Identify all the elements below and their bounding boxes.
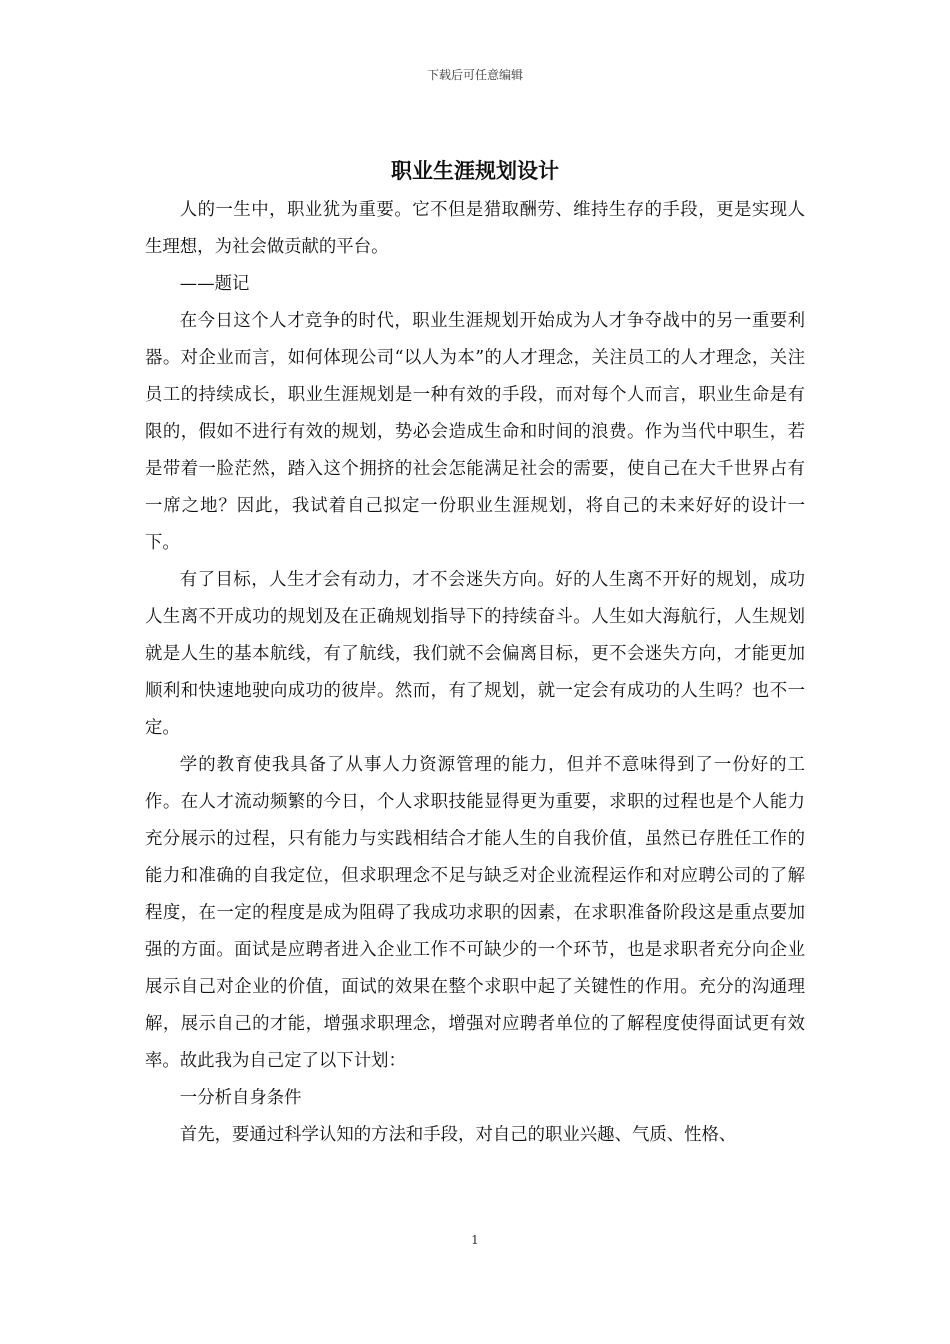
paragraph-goals: 有了目标，人生才会有动力，才不会迷失方向。好的人生离不开好的规划，成功人生离不开成功的规划及在正确规划指导下的持续奋斗。人生如大海航行，人生规划就是人生的基本航线，有了航线，我们就不会偏离目标，更不会迷失方向，才能更加顺利和快速地驶向成功的彼岸。然而，有了规划，就一定会有成功的人生吗？也不一定。 xyxy=(145,570,805,738)
page-number: 1 xyxy=(471,1233,479,1247)
paragraph-background: 在今日这个人才竞争的时代，职业生涯规划开始成为人才争夺战中的另一重要利器。对企业而言，如何体现公司“以人为本”的人才理念，关注员工的人才理念，关注员工的持续成长，职业生涯规划是一种有效的手段，而对每个人而言，职业生命是有限的，假如不进行有效的规划，势必会造成生命和时间的浪费。作为当代中职生，若是带着一脸茫然，踏入这个拥挤的社会怎能满足社会的需要，使自己在大千世界占有一席之地？因此，我试着自己拟定一份职业生涯规划，将自己的未来好好的设计一下。 xyxy=(145,311,805,553)
paragraph-epigraph-signature: ——题记 xyxy=(179,274,250,294)
document-body xyxy=(145,150,805,1154)
section-heading-self-analysis: 一分析自身条件 xyxy=(179,1088,302,1108)
header-note: 下载后可任意编辑 xyxy=(426,68,523,82)
paragraph-self-analysis: 首先，要通过科学认知的方法和手段，对自己的职业兴趣、气质、性格、 xyxy=(179,1125,737,1145)
paragraph-education: 学的教育使我具备了从事人力资源管理的能力，但并不意味得到了一份好的工作。在人才流动频繁的今日，个人求职技能显得更为重要，求职的过程也是个人能力充分展示的过程，只有能力与实践相结合才能人生的自我价值，虽然已存胜任工作的能力和准确的自我定位，但求职理念不足与缺乏对企业流程运作和对应聘公司的了解程度，在一定的程度是成为阻碍了我成功求职的因素，在求职准备阶段这是重点要加强的方面。面试是应聘者进入企业工作不可缺少的一个环节，也是求职者充分向企业展示自己对企业的价值，面试的效果在整个求职中起了关键性的作用。充分的沟通理解，展示自己的才能，增强求职理念，增强对应聘者单位的了解程度使得面试更有效率。故此我为自己定了以下计划： xyxy=(145,755,805,1071)
document-title: 职业生涯规划设计 xyxy=(391,159,559,183)
paragraph-intro: 人的一生中，职业犹为重要。它不但是猎取酬劳、维持生存的手段，更是实现人生理想，为社会做贡献的平台。 xyxy=(145,200,805,257)
